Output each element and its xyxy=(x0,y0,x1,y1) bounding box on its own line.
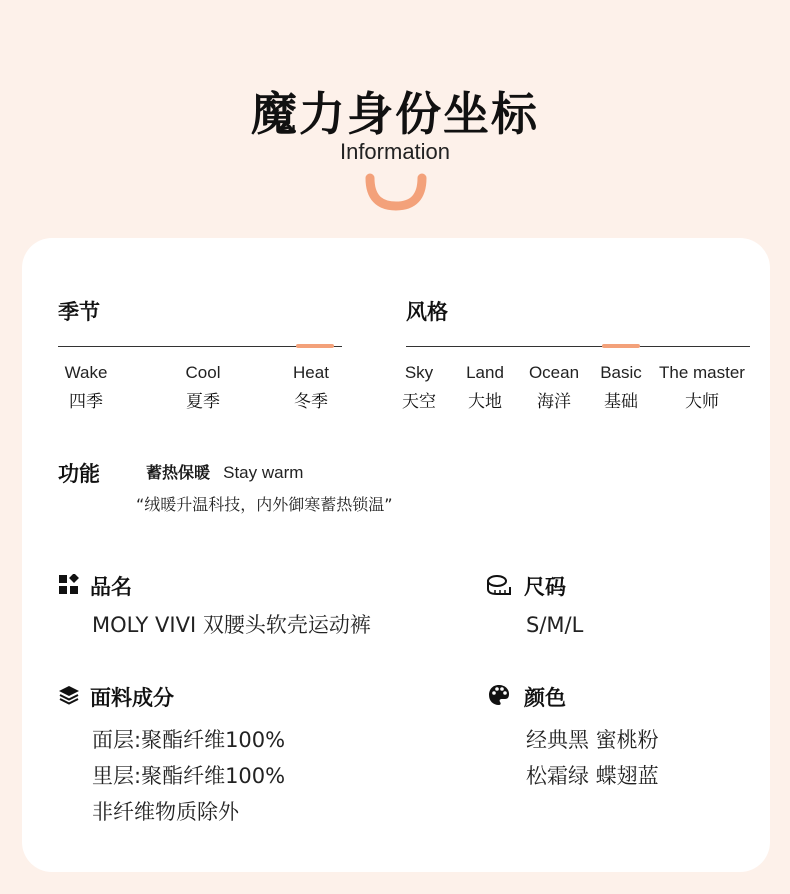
smile-icon xyxy=(364,172,428,212)
style-selected-marker xyxy=(602,344,640,348)
style-option-sky[interactable]: Sky 天空 xyxy=(402,363,436,412)
palette-icon xyxy=(488,684,510,706)
function-label-en: Stay warm xyxy=(223,463,304,482)
page-title: 魔力身份坐标 xyxy=(251,87,539,141)
material-line-1: 面层:聚酯纤维100% xyxy=(92,728,286,752)
function-label: 蓄热保暖 xyxy=(146,463,211,482)
layers-icon xyxy=(58,684,80,706)
color-title: 颜色 xyxy=(524,686,566,710)
tape-measure-icon xyxy=(486,574,512,596)
style-option-basic[interactable]: Basic 基础 xyxy=(600,363,642,412)
size-title: 尺码 xyxy=(524,575,566,599)
color-line-1: 经典黑 蜜桃粉 xyxy=(526,728,659,752)
season-selected-marker xyxy=(296,344,334,348)
grid-icon xyxy=(58,574,80,596)
material-title: 面料成分 xyxy=(90,686,174,710)
color-line-2: 松霜绿 蝶翅蓝 xyxy=(526,764,659,788)
style-title: 风格 xyxy=(406,300,448,324)
info-card xyxy=(22,238,770,872)
material-line-3: 非纤维物质除外 xyxy=(92,800,239,824)
function-quote: “绒暖升温科技，内外御寒蓄热锁温” xyxy=(136,495,393,514)
style-option-the-master[interactable]: The master 大师 xyxy=(659,363,745,412)
style-rule xyxy=(406,346,750,347)
function-row xyxy=(146,460,303,483)
product-name-value: MOLY VIVI 双腰头软壳运动裤 xyxy=(92,613,371,637)
size-value: S/M/L xyxy=(526,613,584,637)
season-option-heat[interactable]: Heat 冬季 xyxy=(293,363,329,412)
page-subtitle: Information xyxy=(339,139,451,164)
material-line-2: 里层:聚酯纤维100% xyxy=(92,764,286,788)
product-name-title: 品名 xyxy=(90,575,132,599)
season-title: 季节 xyxy=(58,300,100,324)
style-option-land[interactable]: Land 大地 xyxy=(466,363,504,412)
function-title: 功能 xyxy=(58,462,100,486)
season-option-wake[interactable]: Wake 四季 xyxy=(64,363,108,412)
style-option-ocean[interactable]: Ocean 海洋 xyxy=(528,363,580,412)
season-option-cool[interactable]: Cool 夏季 xyxy=(185,363,221,412)
